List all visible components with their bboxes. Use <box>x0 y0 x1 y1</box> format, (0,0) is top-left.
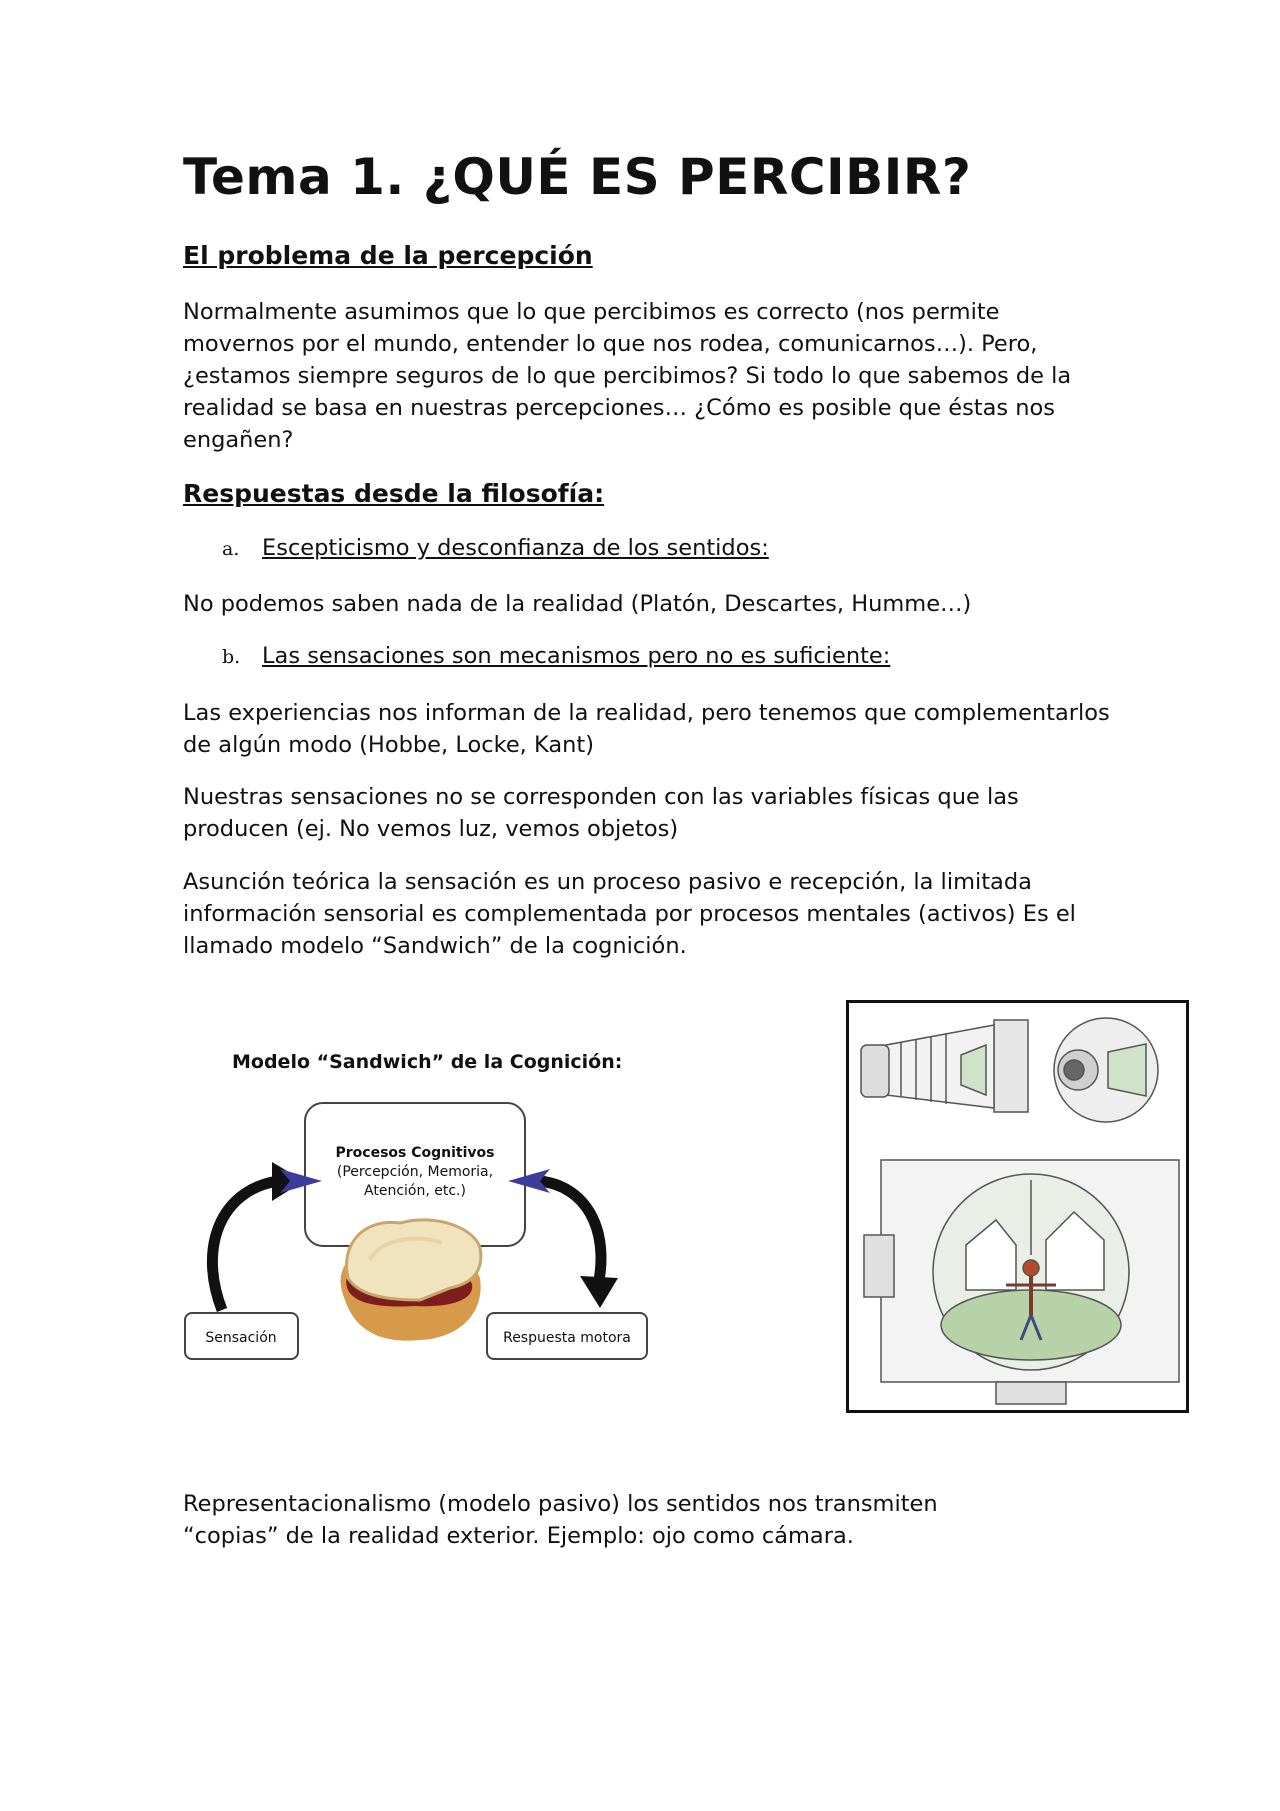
paragraph-a: No podemos saben nada de la realidad (Platón, Descartes, Humme…) <box>183 591 972 617</box>
paragraph-problem: Normalmente asumimos que lo que percibimos es correcto (nos permite movernos por el mundo, entender lo que nos rodea, comunicarnos…). Pero, ¿estamos siempre seguros de lo que percibimos? Si todo lo que sabemos de la realidad se basa en nuestras percepciones… ¿Cómo es posible que éstas nos engañen? <box>183 299 1072 453</box>
page-title: Tema 1. ¿QUÉ ES PERCIBIR? <box>183 148 972 206</box>
center-box-line-3: Atención, etc.) <box>364 1183 466 1199</box>
section-heading-philosophy: Respuestas desde la filosofía: <box>183 479 605 508</box>
paragraph-b1: Las experiencias nos informan de la realidad, pero tenemos que complementarlos de algún modo (Hobbe, Locke, Kant) <box>183 700 1110 758</box>
motor-arrow-icon <box>540 1181 601 1286</box>
motor-response-label: Respuesta motora <box>503 1330 631 1346</box>
sandwich-icon <box>341 1220 481 1341</box>
eye-camera-illustration <box>846 1000 1189 1413</box>
closing-line-1: Representacionalismo (modelo pasivo) los sentidos nos transmiten <box>183 1491 938 1517</box>
list-item-a <box>222 535 769 561</box>
center-box-line-1: Procesos Cognitivos <box>335 1145 495 1161</box>
diagram-title: Modelo “Sandwich” de la Cognición: <box>232 1051 623 1073</box>
sensation-label: Sensación <box>205 1330 277 1346</box>
sensation-arrow-icon <box>212 1181 278 1310</box>
homunculus-room-icon <box>864 1160 1179 1404</box>
paragraph-b2: Nuestras sensaciones no se corresponden con las variables físicas que las producen (ej. No vemos luz, vemos objetos) <box>183 784 1019 842</box>
eye-icon <box>1054 1018 1158 1122</box>
paragraph-b3: Asunción teórica la sensación es un proceso pasivo e recepción, la limitada información sensorial es complementada por procesos mentales (activos) Es el llamado modelo “Sandwich” de la cognición. <box>183 869 1076 959</box>
list-item-b-label: Las sensaciones son mecanismos pero no es suficiente: <box>262 643 891 669</box>
closing-line-2: “copias” de la realidad exterior. Ejemplo: ojo como cámara. <box>183 1523 854 1549</box>
list-marker-b: b. <box>222 646 241 668</box>
center-box-line-2: (Percepción, Memoria, <box>336 1164 494 1180</box>
motor-arrowhead-icon <box>580 1276 618 1308</box>
list-marker-a: a. <box>222 538 240 560</box>
sandwich-model-diagram <box>180 1038 655 1383</box>
list-item-a-label: Escepticismo y desconfianza de los sentidos: <box>262 535 769 561</box>
list-item-b <box>222 643 890 669</box>
section-heading-problem: El problema de la percepción <box>183 241 593 270</box>
